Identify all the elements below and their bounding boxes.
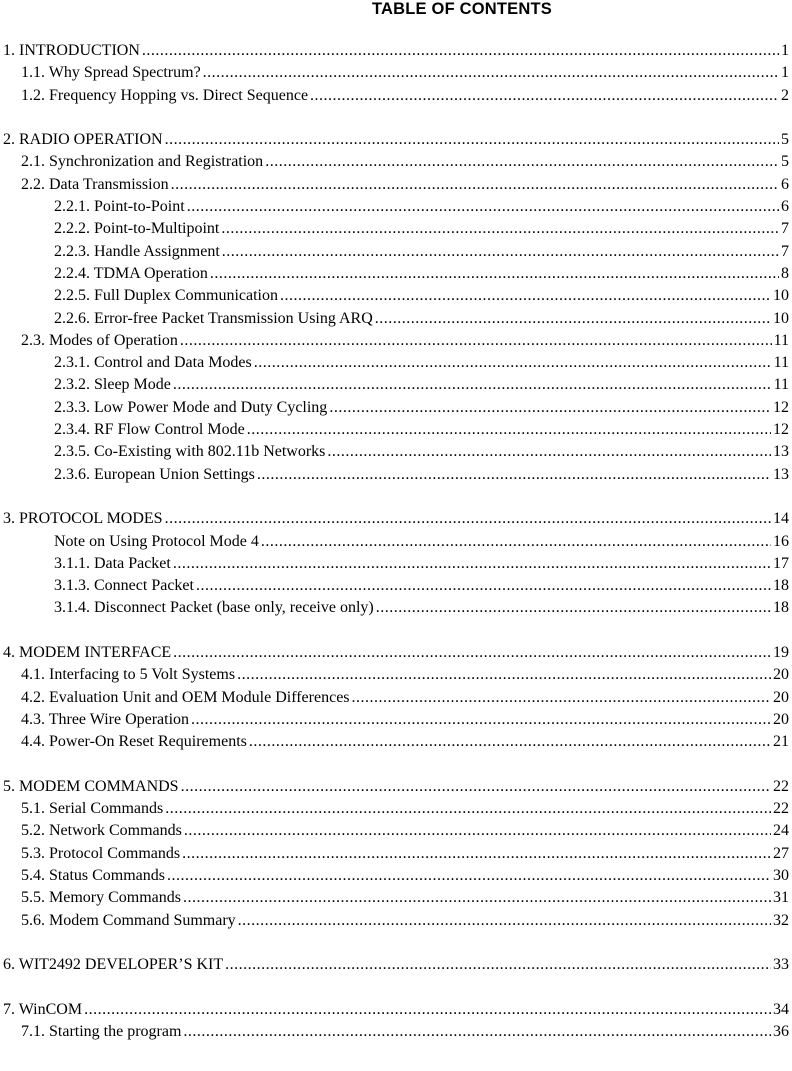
- toc-entry-label: 5.3. Protocol Commands: [21, 844, 181, 862]
- toc-entry-label: 3. PROTOCOL MODES: [3, 510, 163, 528]
- toc-entry-page-number: 22: [773, 800, 789, 818]
- toc-entry[interactable]: [0, 285, 792, 307]
- dot-leader: [329, 397, 771, 419]
- dot-leader: [352, 687, 771, 709]
- toc-entry[interactable]: [0, 508, 792, 530]
- toc-entry[interactable]: [0, 597, 792, 619]
- toc-entry[interactable]: [0, 397, 792, 419]
- toc-entry[interactable]: [0, 374, 792, 396]
- dot-leader: [184, 820, 771, 842]
- toc-entry-label: 2.3.4. RF Flow Control Mode: [54, 421, 245, 439]
- toc-entry[interactable]: [0, 218, 792, 240]
- toc-entry-label: 2.2.4. TDMA Operation: [54, 264, 208, 282]
- dot-leader: [261, 531, 771, 553]
- dot-leader: [181, 776, 771, 798]
- dot-leader: [173, 642, 771, 664]
- toc-entry-page-number: 21: [773, 733, 789, 751]
- toc-entry-label: 1. INTRODUCTION: [3, 42, 140, 59]
- toc-entry-page-number: 5: [781, 131, 789, 149]
- toc-entry-label: 2.3.1. Control and Data Modes: [54, 354, 252, 372]
- dot-leader: [183, 887, 771, 909]
- dot-leader: [84, 999, 771, 1021]
- toc-entry-page-number: 16: [773, 532, 789, 550]
- toc-entry-page-number: 7: [781, 242, 789, 260]
- dot-leader: [247, 419, 771, 441]
- toc-entry-page-number: 27: [773, 844, 789, 862]
- toc-entry[interactable]: [0, 687, 792, 709]
- toc-entry-label: 5.2. Network Commands: [21, 822, 182, 840]
- toc-entry-label: 5. MODEM COMMANDS: [3, 777, 179, 795]
- dot-leader: [257, 464, 771, 486]
- toc-entry[interactable]: [0, 709, 792, 731]
- toc-entry-page-number: 11: [773, 376, 789, 394]
- toc-entry[interactable]: [0, 575, 792, 597]
- dot-leader: [221, 218, 779, 240]
- toc-entry-label: 6. WIT2492 DEVELOPER’S KIT: [3, 956, 224, 974]
- toc-entry-label: 7. WinCOM: [3, 1000, 83, 1018]
- toc-entry-label: 4.4. Power-On Reset Requirements: [21, 733, 247, 751]
- toc-entry[interactable]: [0, 642, 792, 664]
- dot-leader: [237, 664, 771, 686]
- dot-leader: [375, 308, 771, 330]
- page-title: TABLE OF CONTENTS: [371, 0, 552, 18]
- toc-entry[interactable]: [0, 129, 792, 151]
- toc-entry[interactable]: [0, 776, 792, 798]
- toc-entry-label: 3.1.3. Connect Packet: [54, 577, 194, 595]
- dot-leader: [225, 954, 771, 976]
- toc-entry[interactable]: [0, 263, 792, 285]
- dot-leader: [310, 85, 779, 107]
- toc-entry-label: 2.3. Modes of Operation: [21, 331, 178, 349]
- toc-entry-page-number: 18: [773, 577, 789, 595]
- dot-leader: [173, 553, 771, 575]
- toc-entry-label: 2.2.1. Point-to-Point: [54, 198, 185, 216]
- toc-entry-label: 7.1. Starting the program: [21, 1023, 182, 1041]
- dot-leader: [171, 174, 779, 196]
- dot-leader: [254, 352, 772, 374]
- toc-entry-label: 2. RADIO OPERATION: [3, 131, 163, 149]
- toc-entry[interactable]: [0, 865, 792, 887]
- toc-list: [0, 40, 792, 1043]
- dot-leader: [165, 508, 771, 530]
- dot-leader: [222, 241, 779, 263]
- dot-leader: [167, 865, 771, 887]
- toc-entry-label: 4.2. Evaluation Unit and OEM Module Differences: [21, 688, 350, 706]
- dot-leader: [165, 798, 771, 820]
- dot-leader: [182, 843, 771, 865]
- toc-entry-page-number: 2: [781, 86, 789, 104]
- toc-entry-label: 2.3.5. Co-Existing with 802.11b Networks: [54, 443, 326, 461]
- toc-entry-label: Note on Using Protocol Mode 4: [54, 532, 259, 550]
- toc-entry[interactable]: [0, 843, 792, 865]
- dot-leader: [265, 151, 779, 173]
- dot-leader: [173, 374, 772, 396]
- toc-entry-page-number: 8: [781, 264, 789, 282]
- toc-entry-label: 1.1. Why Spread Spectrum?: [21, 64, 201, 82]
- dot-leader: [280, 285, 771, 307]
- toc-entry[interactable]: [0, 151, 792, 173]
- toc-entry-label: 5.1. Serial Commands: [21, 800, 164, 818]
- toc-entry[interactable]: [0, 887, 792, 909]
- toc-entry[interactable]: [0, 910, 792, 932]
- dot-leader: [142, 40, 779, 62]
- toc-entry-page-number: 31: [773, 889, 789, 907]
- toc-entry-label: 3.1.4. Disconnect Packet (base only, receive only): [54, 599, 374, 617]
- toc-entry[interactable]: [0, 85, 792, 107]
- toc-entry-label: 2.2.2. Point-to-Multipoint: [54, 220, 220, 238]
- toc-entry-page-number: 22: [773, 777, 789, 795]
- toc-entry-page-number: 10: [773, 309, 789, 327]
- toc-entry-page-number: 13: [773, 443, 789, 461]
- toc-entry-page-number: 20: [773, 666, 789, 684]
- toc-entry[interactable]: [0, 820, 792, 842]
- toc-entry[interactable]: [0, 62, 792, 84]
- dot-leader: [210, 263, 779, 285]
- toc-entry-page-number: 5: [781, 153, 789, 171]
- toc-entry-page-number: 36: [773, 1023, 789, 1041]
- toc-entry[interactable]: [0, 1021, 792, 1043]
- toc-entry[interactable]: [0, 999, 792, 1021]
- toc-entry[interactable]: [0, 330, 792, 352]
- toc-entry-page-number: 30: [773, 866, 789, 884]
- toc-entry[interactable]: [0, 419, 792, 441]
- dot-leader: [327, 441, 771, 463]
- toc-entry[interactable]: [0, 731, 792, 753]
- toc-entry[interactable]: [0, 40, 792, 62]
- dot-leader: [203, 62, 779, 84]
- toc-entry-page-number: 24: [773, 822, 789, 840]
- toc-entry-page-number: 33: [773, 956, 789, 974]
- toc-entry[interactable]: [0, 464, 792, 486]
- toc-entry-page-number: 6: [781, 175, 789, 193]
- toc-entry[interactable]: [0, 174, 792, 196]
- toc-entry-page-number: 11: [773, 354, 789, 372]
- toc-entry-page-number: 7: [781, 220, 789, 238]
- toc-entry-label: 2.2.6. Error-free Packet Transmission Using ARQ: [54, 309, 373, 327]
- toc-entry-page-number: 13: [773, 465, 789, 483]
- dot-leader: [238, 910, 771, 932]
- toc-entry-page-number: 1: [781, 42, 789, 59]
- toc-entry-label: 2.3.2. Sleep Mode: [54, 376, 171, 394]
- dot-leader: [165, 129, 779, 151]
- toc-entry[interactable]: [0, 664, 792, 686]
- toc-entry[interactable]: [0, 241, 792, 263]
- toc-entry-label: 2.2.3. Handle Assignment: [54, 242, 220, 260]
- toc-entry[interactable]: [0, 352, 792, 374]
- toc-entry[interactable]: [0, 441, 792, 463]
- toc-entry-label: 2.3.6. European Union Settings: [54, 465, 255, 483]
- toc-entry-page-number: 12: [773, 398, 789, 416]
- toc-entry[interactable]: [0, 553, 792, 575]
- toc-entry[interactable]: [0, 196, 792, 218]
- toc-entry-page-number: 19: [773, 644, 789, 662]
- dot-leader: [249, 731, 771, 753]
- toc-entry-label: 5.5. Memory Commands: [21, 889, 181, 907]
- toc-entry-label: 3.1.1. Data Packet: [54, 554, 171, 572]
- toc-entry[interactable]: [0, 531, 792, 553]
- toc-entry-page-number: 20: [773, 688, 789, 706]
- toc-entry[interactable]: [0, 308, 792, 330]
- toc-entry-label: 2.3.3. Low Power Mode and Duty Cycling: [54, 398, 328, 416]
- toc-entry[interactable]: [0, 954, 792, 976]
- dot-leader: [183, 1021, 771, 1043]
- toc-entry-label: 2.2. Data Transmission: [21, 175, 169, 193]
- toc-entry-label: 2.2.5. Full Duplex Communication: [54, 287, 278, 305]
- toc-entry-page-number: 6: [781, 198, 789, 216]
- toc-entry-page-number: 32: [773, 911, 789, 929]
- toc-entry-page-number: 12: [773, 421, 789, 439]
- toc-entry-page-number: 18: [773, 599, 789, 617]
- toc-entry-page-number: 34: [773, 1000, 789, 1018]
- toc-entry-label: 4.3. Three Wire Operation: [21, 710, 190, 728]
- dot-leader: [180, 330, 772, 352]
- toc-entry-page-number: 10: [773, 287, 789, 305]
- toc-entry-page-number: 14: [773, 510, 789, 528]
- toc-entry[interactable]: [0, 798, 792, 820]
- dot-leader: [187, 196, 779, 218]
- toc-entry-label: 4. MODEM INTERFACE: [3, 644, 172, 662]
- toc-entry-label: 5.6. Modem Command Summary: [21, 911, 236, 929]
- toc-entry-label: 2.1. Synchronization and Registration: [21, 153, 264, 171]
- toc-entry-label: 1.2. Frequency Hopping vs. Direct Sequence: [21, 86, 309, 104]
- toc-entry-page-number: 11: [773, 331, 789, 349]
- toc-entry-page-number: 17: [773, 554, 789, 572]
- dot-leader: [196, 575, 771, 597]
- toc-entry-label: 5.4. Status Commands: [21, 866, 166, 884]
- toc-entry-page-number: 20: [773, 710, 789, 728]
- dot-leader: [376, 597, 771, 619]
- toc-entry-label: 4.1. Interfacing to 5 Volt Systems: [21, 666, 236, 684]
- toc-entry-page-number: 1: [781, 64, 789, 82]
- dot-leader: [191, 709, 771, 731]
